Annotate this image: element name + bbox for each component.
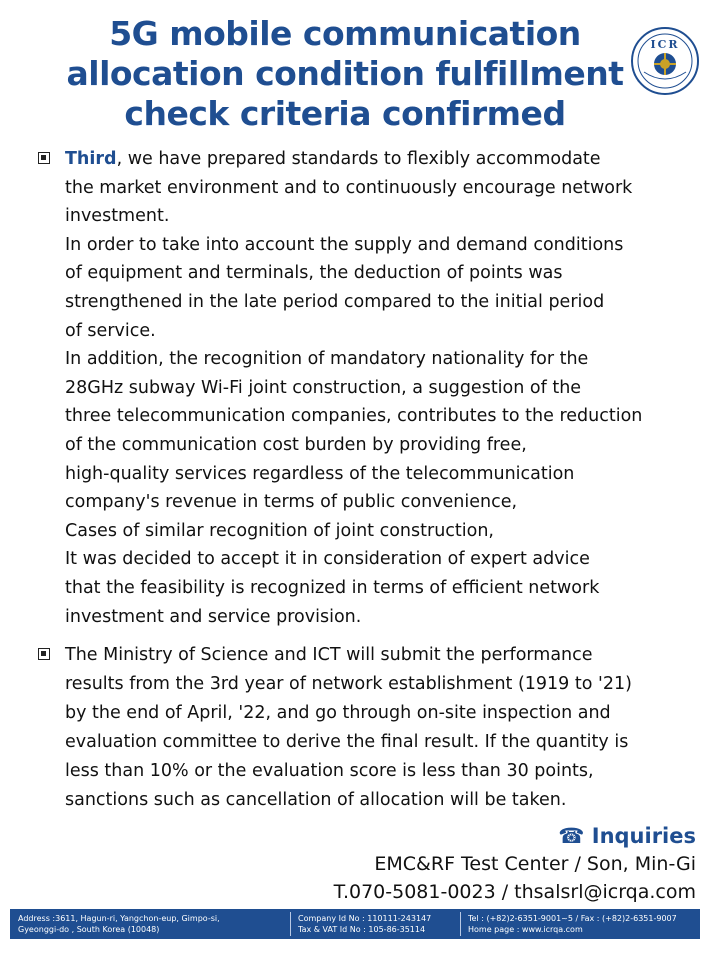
footer-company-ids: Company Id No : 110111-243147 Tax & VAT Id No : 105-86-35114 [298,914,432,934]
text-line: sanctions such as cancellation of allocation will be taken. [65,790,567,810]
telephone-icon: ☎ [558,824,585,848]
text-line: company's revenue in terms of public convenience, [65,492,518,513]
footer-bar [10,909,700,939]
section-paragraph [65,145,642,631]
homepage-link[interactable]: Home page : www.icrqa.com [468,925,583,934]
page-title [40,14,650,134]
text-line: Cases of similar recognition of joint construction, [65,520,494,541]
inquiries-contact-name: EMC&RF Test Center / Son, Min-Gi [374,853,696,875]
footer-address: Address :3611, Hagun-ri, Yangchon-eup, Gimpo-si, Gyeonggi-do , South Korea (10048) [18,914,220,934]
text-line: In order to take into account the supply and demand conditions [65,234,624,255]
inquiries-contact-details: T.070-5081-0023 / thsalsrl@icrqa.com [333,881,696,903]
text-line: strengthened in the late period compared to the initial period [65,291,605,312]
square-bullet-icon [38,648,50,660]
text-line: of the communication cost burden by providing free, [65,434,527,455]
square-bullet-icon [38,152,50,164]
text-line: high-quality services regardless of the telecommunication [65,463,575,484]
text-line: three telecommunication companies, contributes to the reduction [65,406,643,427]
text-line: investment and service provision. [65,606,362,627]
inquiries-heading: ☎ Inquiries [558,824,696,848]
text-line: results from the 3rd year of network establishment (1919 to '21) [65,674,632,694]
text-line: In addition, the recognition of mandatory nationality for the [65,349,589,370]
title-line: 5G mobile communication [109,14,581,53]
text-line: that the feasibility is recognized in terms of efficient network [65,577,600,598]
text-line: investment. [65,206,170,227]
title-line: allocation condition fulfillment [66,54,624,93]
footer-divider [290,912,291,936]
text-line: The Ministry of Science and ICT will submit the performance [65,645,593,665]
text-line: by the end of April, '22, and go through on-site inspection and [65,703,611,723]
footer-contact: Tel : (+82)2-6351-9001~5 / Fax : (+82)2-6351-9007 Home page : www.icrqa.com [468,914,677,934]
inquiries-block [334,822,696,906]
icr-seal-logo [630,26,700,96]
logo-text: ICR [650,38,680,51]
text-line: less than 10% or the evaluation score is less than 30 points, [65,761,594,781]
highlight-word: Third [65,149,117,169]
text-line: 28GHz subway Wi-Fi joint construction, a suggestion of the [65,377,582,398]
text-line: evaluation committee to derive the final result. If the quantity is [65,732,629,752]
title-line: check criteria confirmed [124,94,566,133]
text-line: It was decided to accept it in consideration of expert advice [65,549,590,570]
text-line: of equipment and terminals, the deduction of points was [65,263,563,284]
section-paragraph [65,641,632,815]
text-line: of service. [65,320,156,341]
text-line: the market environment and to continuously encourage network [65,177,633,198]
text-line: Third, we have prepared standards to flexibly accommodate [65,149,601,169]
footer-divider [460,912,461,936]
